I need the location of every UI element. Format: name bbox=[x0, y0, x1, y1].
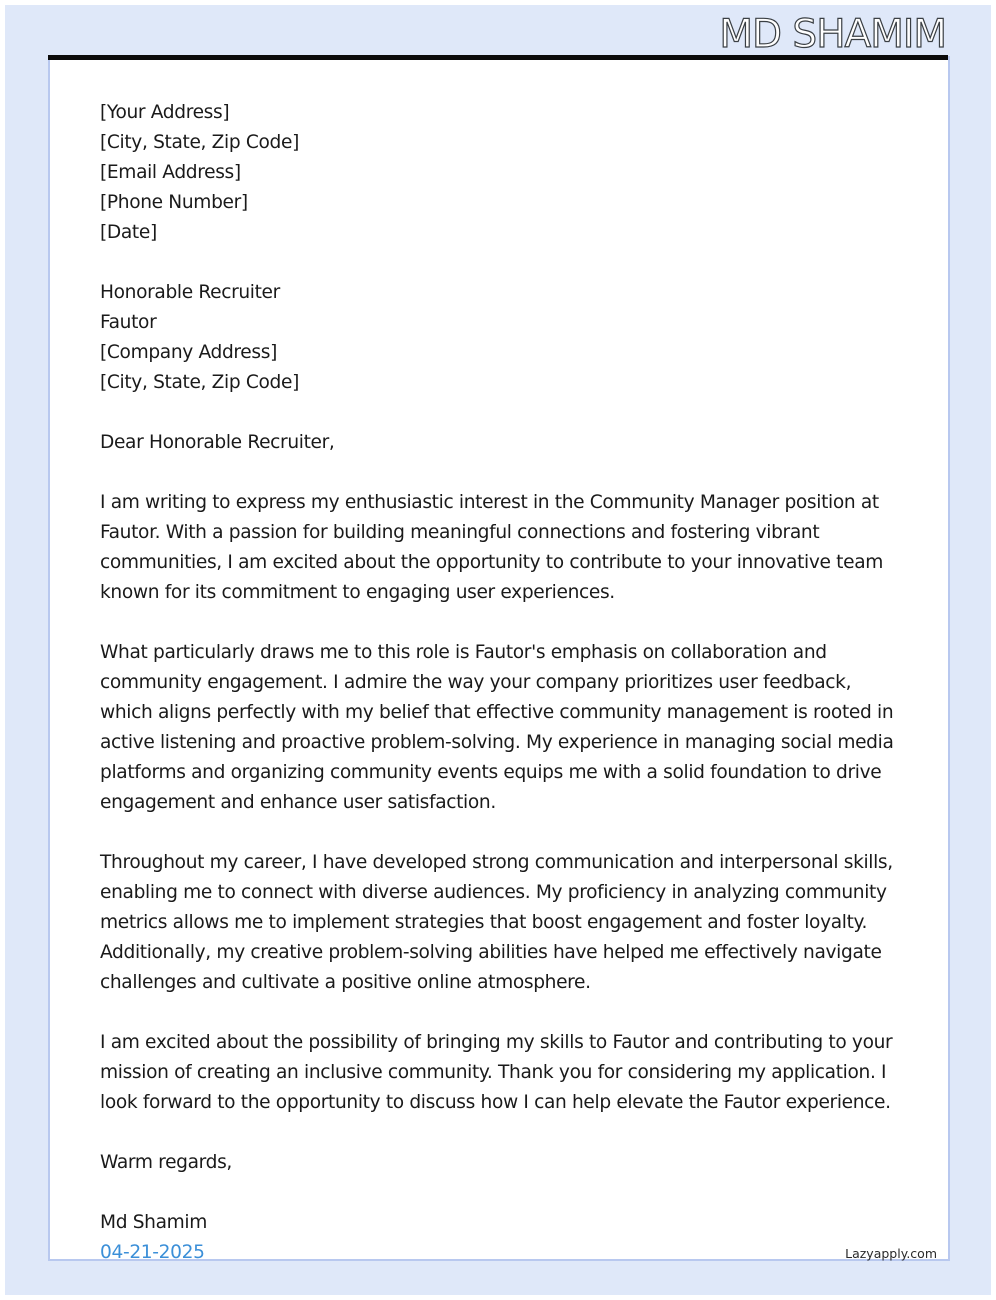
cover-letter-body bbox=[100, 98, 900, 1268]
recipient-city: [City, State, Zip Code] bbox=[100, 372, 299, 393]
sender-date: [Date] bbox=[100, 222, 157, 243]
recipient-title: Honorable Recruiter bbox=[100, 282, 280, 303]
sender-email: [Email Address] bbox=[100, 162, 241, 183]
watermark-text: Lazyapply.com bbox=[845, 1246, 937, 1261]
signature-name: Md Shamim bbox=[100, 1212, 207, 1233]
recipient-address: [Company Address] bbox=[100, 342, 277, 363]
body-paragraph: I am excited about the possibility of bringing my skills to Fautor and contributing to your mission of creating an inclusive community. Thank you for considering my application. I look forward to the opportunity to discuss how I can help elevate the Fautor experience. bbox=[100, 1032, 893, 1113]
sender-block bbox=[100, 98, 900, 248]
sender-address: [Your Address] bbox=[100, 102, 230, 123]
body-paragraph: Throughout my career, I have developed strong communication and interpersonal skills, enabling me to connect with diverse audiences. My proficiency in analyzing community metrics allows me to implement strategies that boost engagement and foster loyalty. Additionally, my creative problem-solving abilities have helped me effectively navigate challenges and cultivate a positive online atmosphere. bbox=[100, 852, 893, 993]
recipient-block bbox=[100, 278, 900, 398]
salutation: Dear Honorable Recruiter, bbox=[100, 432, 335, 453]
sender-city: [City, State, Zip Code] bbox=[100, 132, 299, 153]
sender-phone: [Phone Number] bbox=[100, 192, 248, 213]
body-paragraph: I am writing to express my enthusiastic interest in the Community Manager position at Fautor. With a passion for building meaningful connections and fostering vibrant communities, I am excited about the opportunity to contribute to your innovative team known for its commitment to engaging user experiences. bbox=[100, 492, 884, 603]
recipient-company: Fautor bbox=[100, 312, 157, 333]
applicant-name-heading: MD SHAMIM bbox=[719, 12, 946, 57]
closing: Warm regards, bbox=[100, 1152, 232, 1173]
signed-date: 04-21-2025 bbox=[100, 1242, 205, 1263]
body-paragraph: What particularly draws me to this role is Fautor's emphasis on collaboration and community engagement. I admire the way your company prioritizes user feedback, which aligns perfectly with my belief that effective community management is rooted in active listening and proactive problem-solving. My experience in managing social media platforms and organizing community events equips me with a solid foundation to drive engagement and enhance user satisfaction. bbox=[100, 642, 894, 813]
